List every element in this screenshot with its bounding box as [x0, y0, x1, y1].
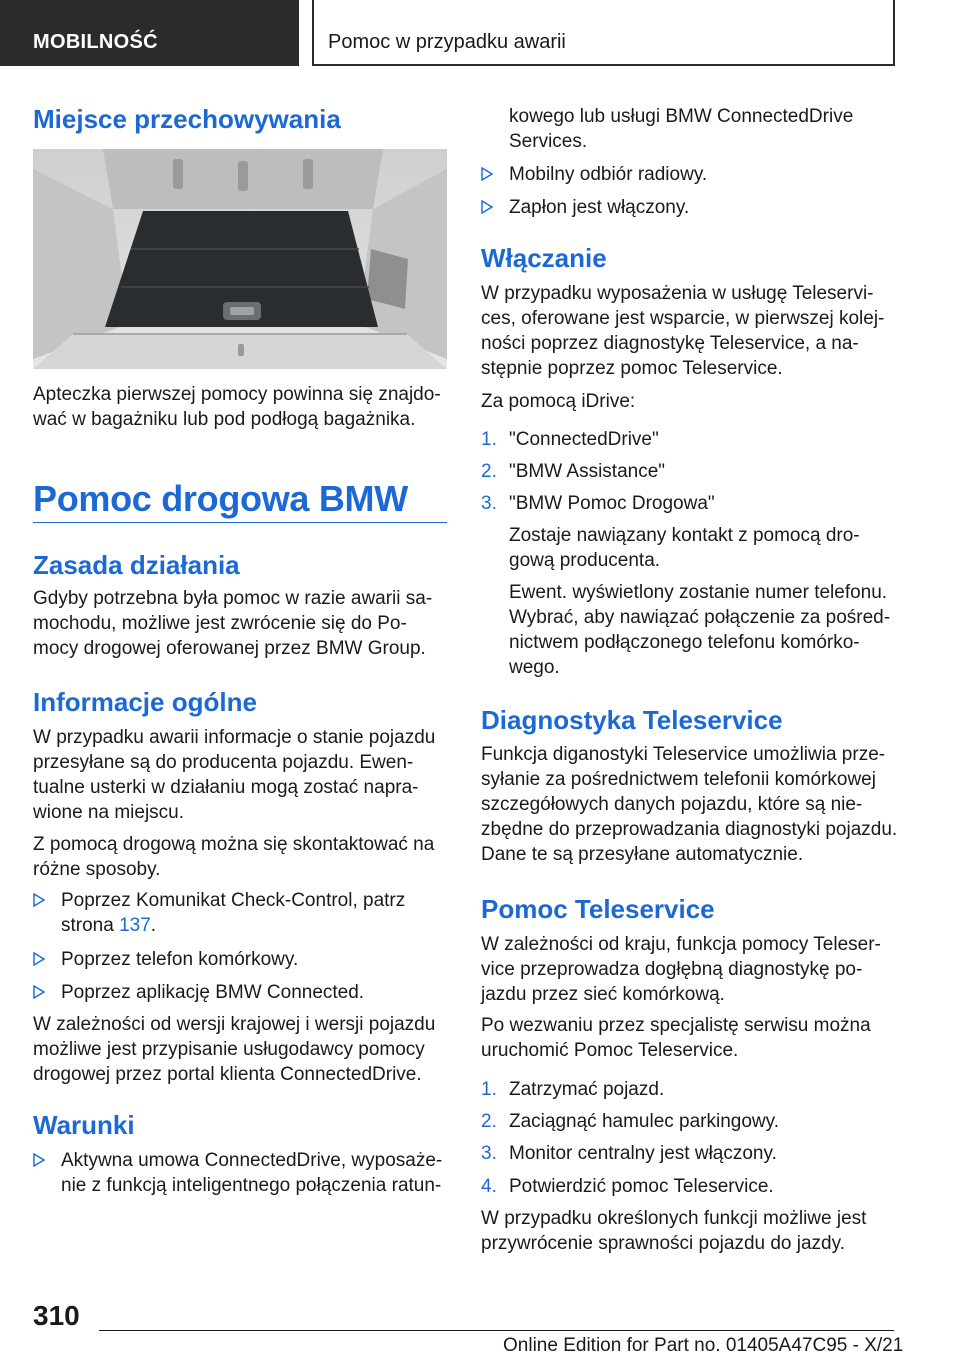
list-item: Zapłon jest włączony.	[481, 195, 897, 220]
step-number: 3.	[481, 1143, 497, 1164]
heading-diagnostics: Diagnostyka Teleservice	[481, 705, 783, 735]
chapter-title: Pomoc w przypadku awarii	[312, 0, 895, 66]
list-item: 3. Monitor centralny jest włączony.	[481, 1143, 777, 1164]
triangle-bullet-icon	[33, 1153, 45, 1167]
edition-note: Online Edition for Part no. 01405A47C95 - X/21	[503, 1335, 904, 1356]
step-number: 2.	[481, 1111, 497, 1132]
help-text-1: W zależności od kraju, funkcja pomocy Teleser- vice przeprowadza dogłębną diagnostykę po- jazdu przez sieć komórkową.	[481, 934, 881, 1005]
storage-text: Apteczka pierwszej pomocy powinna się znajdo- wać w bagażniku lub pod podłogą bagażnika.	[33, 384, 441, 430]
activation-text: W przypadku wyposażenia w usługę Teleservi- ces, oferowane jest wsparcie, w pierwszej kolej- ności poprzez diagnostykę Teleservice, a na- stępnie poprzez pomoc Teleservice.	[481, 283, 885, 379]
principle-text: Gdyby potrzebna była pomoc w razie awarii sa- mochodu, możliwe jest zwrócenie się do Po- mocy drogowej oferowanej przez BMW Group.	[33, 588, 433, 659]
triangle-bullet-icon	[481, 167, 493, 181]
step-number: 1.	[481, 429, 497, 450]
list-item: Poprzez telefon komórkowy.	[33, 947, 447, 972]
triangle-bullet-icon	[481, 200, 493, 214]
list-item: 4. Potwierdzić pomoc Teleservice.	[481, 1176, 774, 1197]
step-number: 1.	[481, 1079, 497, 1100]
conditions-bullet-continued: kowego lub usługi BMW ConnectedDrive Services.	[509, 106, 854, 152]
page-reference-link[interactable]: 137	[119, 915, 151, 936]
list-item: 1. Zatrzymać pojazd.	[481, 1079, 665, 1100]
list-item: 1. "ConnectedDrive"	[481, 429, 659, 450]
general-text-2: Z pomocą drogową można się skontaktować na różne sposoby.	[33, 834, 435, 880]
step-number: 2.	[481, 461, 497, 482]
section-tab: MOBILNOŚĆ	[0, 0, 299, 66]
help-text-2: Po wezwaniu przez specjalistę serwisu można uruchomić Pomoc Teleservice.	[481, 1015, 871, 1061]
heading-general: Informacje ogólne	[33, 687, 257, 717]
trunk-illustration	[33, 149, 447, 369]
general-text-3: W zależności od wersji krajowej i wersji pojazdu możliwe jest przypisanie usługodawcy pomocy drogowej przez portal klienta ConnectedDrive.	[33, 1014, 436, 1085]
list-item: Poprzez aplikację BMW Connected.	[33, 980, 447, 1005]
list-item: Poprzez Komunikat Check-Control, patrz strona 137.	[33, 888, 447, 938]
triangle-bullet-icon	[33, 893, 45, 907]
idrive-intro: Za pomocą iDrive:	[481, 391, 636, 412]
heading-roadside-assistance: Pomoc drogowa BMW	[33, 478, 408, 519]
heading-rule	[33, 522, 447, 523]
heading-activation: Włączanie	[481, 243, 607, 273]
step3-note-1: Zostaje nawiązany kontakt z pomocą dro- gową producenta.	[509, 525, 860, 571]
triangle-bullet-icon	[33, 952, 45, 966]
general-text-1: W przypadku awarii informacje o stanie pojazdu przesyłane są do producenta pojazdu. Ewen- tualne usterki w działaniu mogą zostać napra- wione na miejscu.	[33, 727, 436, 823]
list-item: 2. "BMW Assistance"	[481, 461, 666, 482]
step-number: 3.	[481, 493, 497, 514]
step3-note-2: Ewent. wyświetlony zostanie numer telefonu. Wybrać, aby nawiązać połączenie za pośred- nictwem podłączonego telefonu komórko- wego.	[509, 582, 891, 678]
heading-conditions: Warunki	[33, 1110, 135, 1140]
page-header	[0, 0, 960, 66]
list-item: Aktywna umowa ConnectedDrive, wyposaże- nie z funkcją inteligentnego połączenia ratun-	[33, 1148, 447, 1198]
heading-storage: Miejsce przechowywania	[33, 104, 341, 134]
step-number: 4.	[481, 1176, 497, 1197]
list-item: Mobilny odbiór radiowy.	[481, 162, 897, 187]
page-number: 310	[33, 1300, 80, 1331]
trunk-photo	[33, 149, 447, 369]
help-text-3: W przypadku określonych funkcji możliwe jest przywrócenie sprawności pojazdu do jazdy.	[481, 1208, 867, 1254]
list-item: 2. Zaciągnąć hamulec parkingowy.	[481, 1111, 780, 1132]
triangle-bullet-icon	[33, 985, 45, 999]
heading-principle: Zasada działania	[33, 550, 240, 580]
footer-rule	[99, 1330, 894, 1331]
list-item: 3. "BMW Pomoc Drogowa"	[481, 493, 715, 514]
diagnostics-text: Funkcja diganostyki Teleservice umożliwia prze- syłanie za pośrednictwem telefonii komórkowej szczegółowych danych pojazdu, które są nie- zbędne do przeprowadzania diagnostyki pojazdu. Dane te są przesyłane automatycznie.	[481, 744, 898, 865]
heading-teleservice-help: Pomoc Teleservice	[481, 894, 715, 924]
